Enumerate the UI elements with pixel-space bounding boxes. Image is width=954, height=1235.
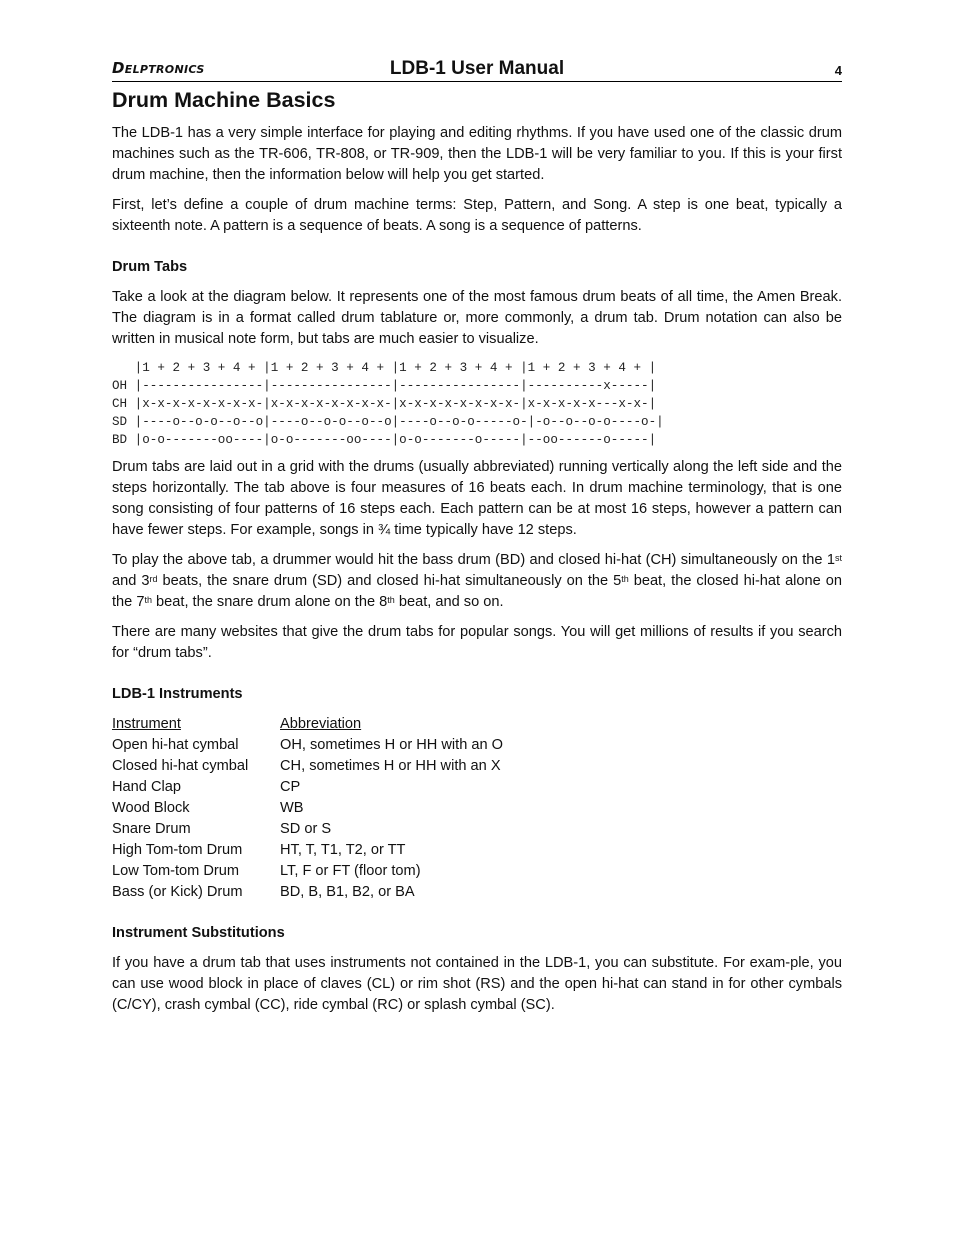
- table-row: [112, 819, 503, 840]
- brand-logo: Delptronics: [112, 59, 205, 77]
- instrument-name: Wood Block: [112, 800, 190, 816]
- instrument-abbreviation: BD, B, B1, B2, or BA: [280, 884, 415, 900]
- tab-line-ch: CH |x-x-x-x-x-x-x-x-|x-x-x-x-x-x-x-x-|x-x-x-x-x-x-x-x-|x-x-x-x-x---x-x-|: [112, 397, 657, 411]
- instrument-abbreviation: CH, sometimes H or HH with an X: [280, 758, 501, 774]
- intro-paragraph-2: First, let’s define a couple of drum machine terms: Step, Pattern, and Song. A step is one beat, typically a sixteenth note. A pattern is a sequence of beats. A song is a sequence of patterns.: [112, 197, 842, 234]
- tab-line-bd: BD |o-o-------oo----|o-o-------oo----|o-o-------o-----|--oo------o-----|: [112, 433, 657, 447]
- column-header-abbreviation: Abbreviation: [280, 716, 362, 732]
- instrument-abbreviation: SD or S: [280, 821, 332, 837]
- instrument-name: Bass (or Kick) Drum: [112, 884, 243, 900]
- document-title: LDB-1 User Manual: [389, 58, 565, 79]
- tab-line-sd: SD |----o--o-o--o--o|----o--o-o--o--o|----o--o-o-----o-|-o--o--o-o----o-|: [112, 415, 664, 429]
- instrument-abbreviation: LT, F or FT (floor tom): [280, 863, 421, 879]
- tab-line-header: |1 + 2 + 3 + 4 + |1 + 2 + 3 + 4 + |1 + 2 + 3 + 4 + |1 + 2 + 3 + 4 + |: [112, 361, 657, 375]
- instruments-table: [112, 714, 503, 903]
- drum-tabs-paragraph-4: There are many websites that give the drum tabs for popular songs. You will get millions of results if you search for “drum tabs”.: [112, 624, 842, 661]
- section-heading: Drum Machine Basics: [112, 88, 336, 112]
- instrument-name: Snare Drum: [112, 821, 191, 837]
- drum-tabs-heading: Drum Tabs: [112, 259, 188, 275]
- page-header: [112, 56, 842, 82]
- drum-tabs-paragraph-1: Take a look at the diagram below. It represents one of the most famous drum beats of all time, the Amen Break. The diagram is in a format called drum tablature or, more commonly, a drum tab. Drum notation can also be written in musical note form, but tabs are much easier to visualize.: [112, 289, 842, 347]
- table-row: [112, 777, 503, 798]
- column-header-instrument: Instrument: [112, 716, 181, 732]
- table-row: [112, 882, 503, 903]
- table-row: [112, 861, 503, 882]
- drum-tab-diagram: [112, 359, 842, 449]
- table-row: [112, 798, 503, 819]
- instrument-abbreviation: CP: [280, 779, 301, 795]
- instrument-name: Open hi-hat cymbal: [112, 737, 239, 753]
- table-row: [112, 840, 503, 861]
- drum-tabs-paragraph-3: To play the above tab, a drummer would hit the bass drum (BD) and closed hi-hat (CH) simultaneously on the 1st and 3rd beats, the snare drum (SD) and closed hi-hat simultaneously on the 5th beat, the closed hi-hat alone on the 7th beat, the snare drum alone on the 8th beat, and so on.: [112, 552, 842, 610]
- instrument-name: High Tom-tom Drum: [112, 842, 243, 858]
- intro-paragraph-1: The LDB-1 has a very simple interface for playing and editing rhythms. If you have used one of the classic drum machines such as the TR-606, TR-808, or TR-909, then the LDB-1 will be very familiar to you. If this is your first drum machine, then the information below will help you get started.: [112, 125, 842, 183]
- table-row: [112, 756, 503, 777]
- table-header-row: [112, 714, 503, 735]
- drum-tabs-paragraph-2: Drum tabs are laid out in a grid with the drums (usually abbreviated) running vertically along the left side and the steps horizontally. The tab above is four measures of 16 beats each. In drum machine terminology, that is one song consisting of four patterns of 16 steps each. Each pattern can be at most 16 steps, however a pattern can have fewer steps. For example, songs in ¾ time typically have 12 steps.: [112, 459, 842, 538]
- instruments-heading: LDB-1 Instruments: [112, 686, 243, 702]
- instrument-abbreviation: OH, sometimes H or HH with an O: [280, 737, 504, 753]
- substitutions-heading: Instrument Substitutions: [112, 925, 285, 941]
- manual-page: [112, 56, 842, 1025]
- instrument-abbreviation: WB: [280, 800, 304, 816]
- tab-line-oh: OH |----------------|----------------|----------------|----------x-----|: [112, 379, 657, 393]
- instrument-name: Low Tom-tom Drum: [112, 863, 240, 879]
- instrument-name: Hand Clap: [112, 779, 181, 795]
- instrument-abbreviation: HT, T, T1, T2, or TT: [280, 842, 406, 858]
- page-number: 4: [834, 63, 842, 78]
- substitutions-paragraph: If you have a drum tab that uses instruments not contained in the LDB-1, you can substitute. For exam-ple, you can use wood block in place of claves (CL) or rim shot (RS) and the open hi-hat can stand in for other cymbals (C/CY), crash cymbal (CC), ride cymbal (RC) or splash cymbal (SC).: [112, 955, 842, 1013]
- table-row: [112, 735, 503, 756]
- instrument-name: Closed hi-hat cymbal: [112, 758, 249, 774]
